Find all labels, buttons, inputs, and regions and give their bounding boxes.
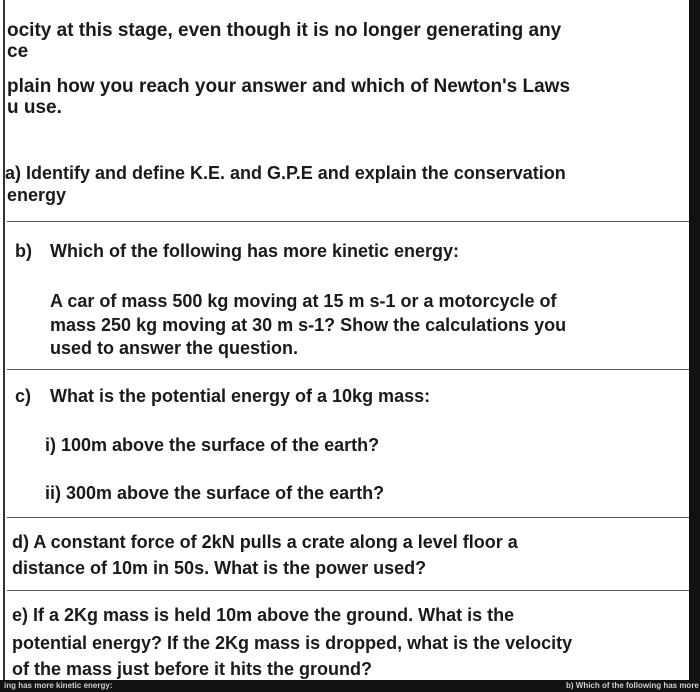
question-a-line-2: energy bbox=[7, 185, 67, 205]
question-b-body-line-2: mass 250 kg moving at 30 m s-1? Show the calculations you bbox=[50, 315, 567, 335]
question-prev-line-1: ocity at this stage, even though it is no longer generating any bbox=[7, 20, 562, 41]
separator-line bbox=[7, 369, 689, 370]
question-c-label: c) bbox=[15, 386, 32, 406]
question-c-part-ii: ii) 300m above the surface of the earth? bbox=[45, 483, 385, 503]
question-c-text: What is the potential energy of a 10kg mass: bbox=[50, 386, 431, 406]
question-b-label: b) bbox=[15, 241, 32, 261]
question-b-body-line-1: A car of mass 500 kg moving at 15 m s-1 or a motorcycle of bbox=[50, 291, 557, 311]
question-b-body-line-3: used to answer the question. bbox=[50, 338, 299, 358]
question-d-line-2: distance of 10m in 50s. What is the power used? bbox=[12, 558, 427, 578]
question-b-text: Which of the following has more kinetic energy: bbox=[50, 241, 460, 261]
separator-line bbox=[7, 221, 689, 222]
question-a-line-1: a) Identify and define K.E. and G.P.E and explain the conservation bbox=[5, 163, 566, 183]
separator-line bbox=[7, 590, 689, 591]
question-e-line-1: e) If a 2Kg mass is held 10m above the ground. What is the bbox=[12, 605, 515, 625]
question-prev-line-2: ce bbox=[7, 41, 29, 62]
question-e-line-2: potential energy? If the 2Kg mass is dropped, what is the velocity bbox=[12, 633, 573, 653]
footer-right-text: b) Which of the following has more bbox=[566, 681, 699, 690]
left-border bbox=[3, 0, 5, 680]
question-prev-line-4: u use. bbox=[7, 97, 62, 118]
footer-left-text: ing has more kinetic energy: bbox=[4, 681, 113, 690]
question-c-part-i: i) 100m above the surface of the earth? bbox=[45, 435, 380, 455]
question-prev-line-3: plain how you reach your answer and which of Newton's Laws bbox=[7, 76, 571, 97]
right-border bbox=[689, 0, 700, 692]
question-d-line-1: d) A constant force of 2kN pulls a crate along a level floor a bbox=[12, 532, 518, 552]
question-e-line-3: of the mass just before it hits the ground? bbox=[12, 659, 373, 679]
separator-line bbox=[7, 517, 689, 518]
bottom-strip bbox=[0, 680, 700, 692]
